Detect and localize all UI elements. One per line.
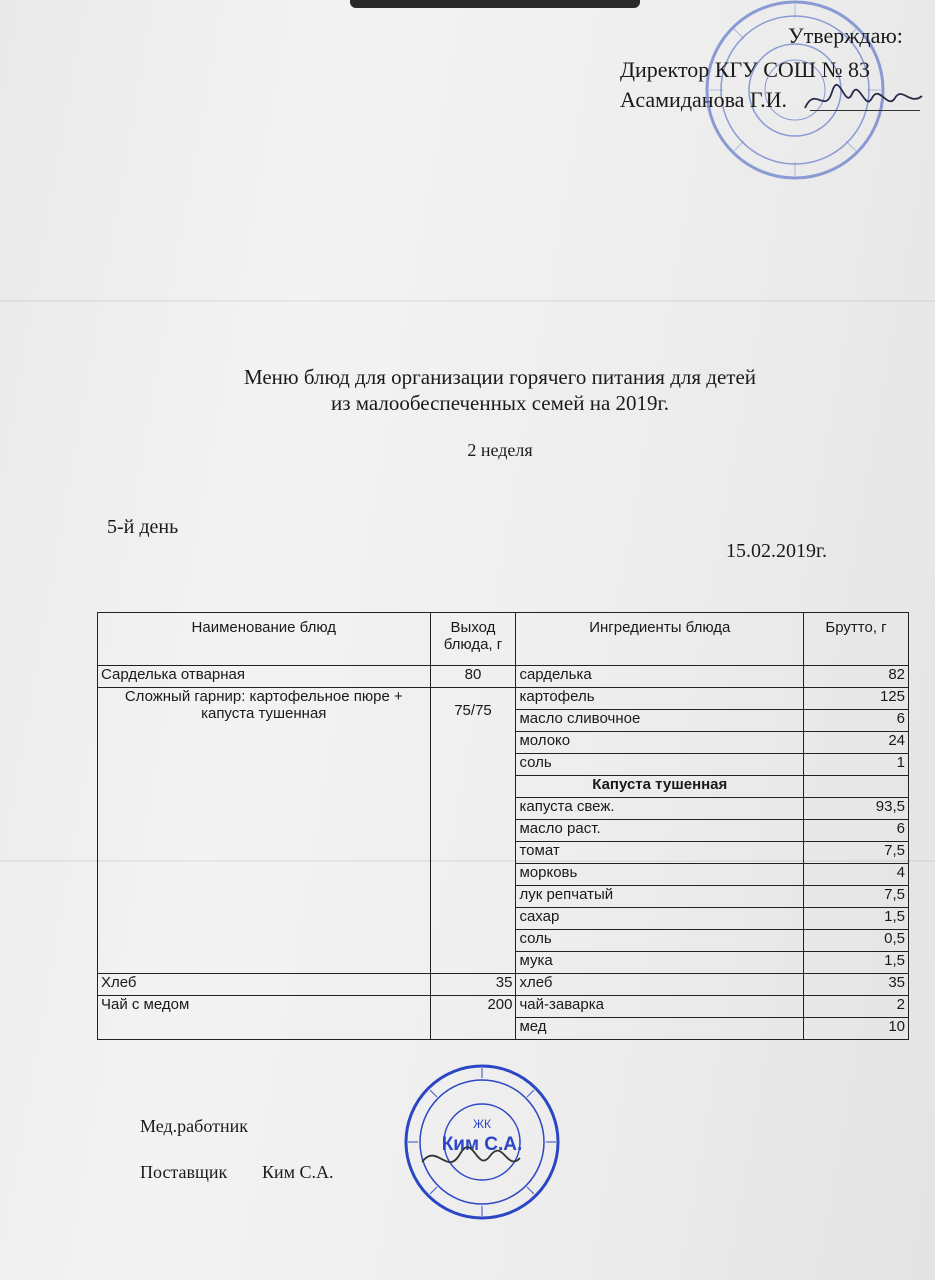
ingredient: томат: [516, 842, 804, 864]
brutto: 7,5: [804, 842, 909, 864]
date-label: 15.02.2019г.: [726, 540, 827, 562]
stamp-center-text: Ким С.А.: [441, 1134, 523, 1155]
ingredient: хлеб: [516, 974, 804, 996]
ingredient: чай-заварка: [516, 996, 804, 1018]
brutto: 10: [804, 1018, 909, 1040]
brutto: 93,5: [804, 798, 909, 820]
ingredient: масло раст.: [516, 820, 804, 842]
brutto: 1,5: [804, 952, 909, 974]
brutto: 7,5: [804, 886, 909, 908]
supplier-name: Ким С.А.: [262, 1162, 334, 1182]
brutto: 125: [804, 688, 909, 710]
brutto: 82: [804, 666, 909, 688]
director-signature: [800, 80, 925, 120]
ingredient: соль: [516, 930, 804, 952]
ingredient: молоко: [516, 732, 804, 754]
dish-name: Сарделька отварная: [98, 666, 431, 688]
table-row: [98, 666, 909, 688]
header-brutto: Брутто, г: [804, 613, 909, 666]
ingredient: соль: [516, 754, 804, 776]
table-row: [98, 974, 909, 996]
dish-yield: 80: [430, 666, 516, 688]
brutto: 1: [804, 754, 909, 776]
ingredient: картофель: [516, 688, 804, 710]
brutto: 6: [804, 710, 909, 732]
supplier-label: Поставщик: [140, 1162, 228, 1182]
dish-yield: 35: [430, 974, 516, 996]
header-dish: Наименование блюд: [98, 613, 431, 666]
brutto: 0,5: [804, 930, 909, 952]
dish-yield: 200: [430, 996, 516, 1040]
fold-line: [0, 300, 935, 302]
dish-name: Сложный гарнир: картофельное пюре + капуста тушенная: [98, 688, 431, 974]
ingredient: капуста свеж.: [516, 798, 804, 820]
ingredient: сарделька: [516, 666, 804, 688]
title-line-1: Меню блюд для организации горячего питания для детей: [243, 365, 757, 389]
day-label: 5-й день: [107, 516, 179, 538]
subheader: Капуста тушенная: [516, 776, 804, 798]
dish-yield: 75/75: [430, 688, 516, 974]
week-label: 2 неделя: [467, 440, 533, 460]
ingredient: сахар: [516, 908, 804, 930]
document-title: [0, 364, 935, 416]
ingredient: мед: [516, 1018, 804, 1040]
stamp-center-top-text: ЖК: [472, 1117, 492, 1131]
approval-line-1: Утверждаю:: [788, 23, 903, 48]
title-line-2: из малообеспеченных семей на 2019г.: [330, 391, 670, 415]
brutto: 2: [804, 996, 909, 1018]
dish-name: Чай с медом: [98, 996, 431, 1040]
brutto: 1,5: [804, 908, 909, 930]
approval-line-3: Асамиданова Г.И.: [620, 87, 788, 112]
brutto: 4: [804, 864, 909, 886]
approval-line-2: Директор КГУ СОШ № 83: [620, 57, 870, 82]
brutto: 24: [804, 732, 909, 754]
ingredient: лук репчатый: [516, 886, 804, 908]
brutto: 35: [804, 974, 909, 996]
header-ingredients: Ингредиенты блюда: [516, 613, 804, 666]
menu-table: [97, 612, 909, 1040]
ingredient: мука: [516, 952, 804, 974]
empty-cell: [804, 776, 909, 798]
table-row: [98, 996, 909, 1018]
ingredient: морковь: [516, 864, 804, 886]
table-header-row: [98, 613, 909, 666]
clip: [350, 0, 640, 8]
brutto: 6: [804, 820, 909, 842]
dish-name: Хлеб: [98, 974, 431, 996]
header-yield: Выход блюда, г: [430, 613, 516, 666]
ingredient: масло сливочное: [516, 710, 804, 732]
supplier-seal-stamp: [402, 1062, 562, 1222]
table-row: [98, 688, 909, 710]
medical-worker-label: Мед.работник: [140, 1116, 248, 1136]
